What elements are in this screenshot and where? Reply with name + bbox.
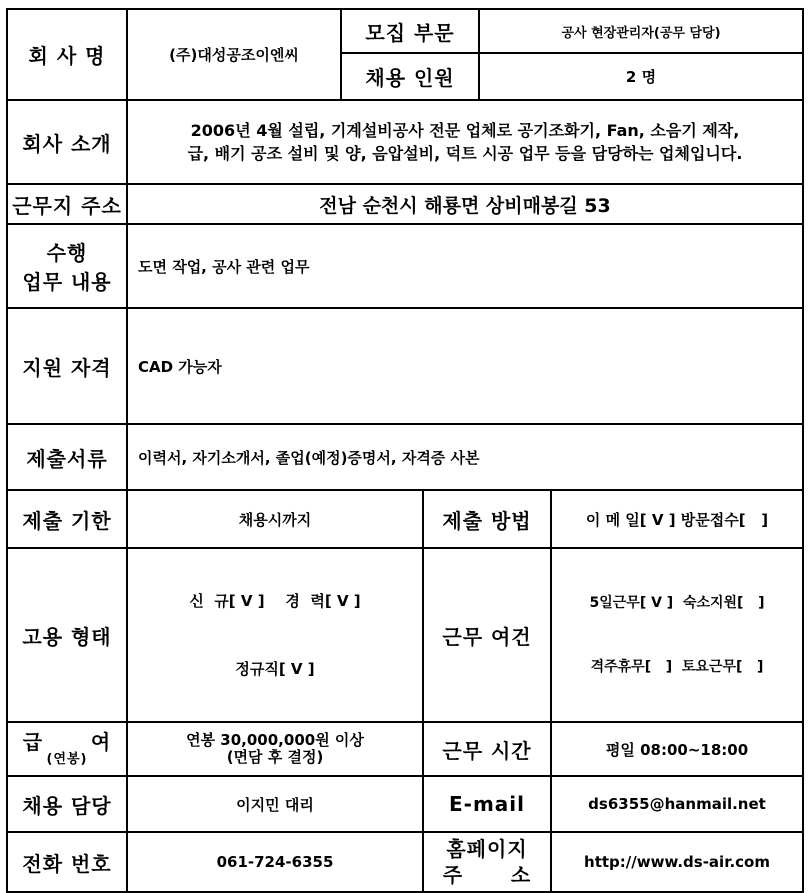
- duty-label-line-1: 수행: [46, 241, 88, 265]
- deadline-value: 채용시까지: [127, 490, 423, 548]
- employment-label: 고용 형태: [7, 548, 127, 722]
- employment-line-2: 정규직[ V ]: [235, 660, 315, 678]
- phone-value: 061-724-6355: [127, 832, 423, 892]
- conditions-label: 근무 여건: [423, 548, 551, 722]
- salary-label-main: 급 여: [22, 730, 112, 754]
- qualification-label: 지원 자격: [7, 308, 127, 424]
- job-posting-table: [6, 8, 804, 893]
- method-value: 이 메 일[ V ] 방문접수[ ]: [551, 490, 803, 548]
- intro-line-1: 2006년 4월 설립, 기계설비공사 전문 업체로 공기조화기, Fan, 소음기 제작,: [190, 121, 740, 140]
- recruit-count-label: 채용 인원: [341, 53, 479, 100]
- homepage-label: [423, 832, 551, 892]
- duty-label: [7, 224, 127, 308]
- address-label: 근무지 주소: [7, 184, 127, 224]
- recruit-dept-value: 공사 현장관리자(공무 담당): [479, 9, 803, 53]
- salary-line-1: 연봉 30,000,000원 이상: [186, 731, 364, 749]
- contact-value: 이지민 대리: [127, 776, 423, 832]
- email-value: ds6355@hanmail.net: [551, 776, 803, 832]
- company-label: 회 사 명: [7, 9, 127, 100]
- documents-label: 제출서류: [7, 424, 127, 490]
- salary-line-2: (면담 후 결정): [226, 748, 324, 766]
- address-value: 전남 순천시 해룡면 상비매봉길 53: [127, 184, 803, 224]
- salary-label: [7, 722, 127, 776]
- intro-line-2: 급, 배기 공조 설비 및 양, 음압설비, 덕트 시공 업무 등을 담당하는 업체입니다.: [187, 144, 743, 163]
- homepage-label-line-1: 홈페이지: [446, 837, 528, 861]
- deadline-label: 제출 기한: [7, 490, 127, 548]
- conditions-line-2: 격주휴무[ ] 토요근무[ ]: [590, 659, 764, 675]
- method-label: 제출 방법: [423, 490, 551, 548]
- qualification-value: CAD 가능자: [127, 308, 803, 424]
- employment-line-1: 신 규[ V ] 경 력[ V ]: [189, 592, 361, 610]
- intro-value: [127, 100, 803, 184]
- employment-value: [127, 548, 423, 722]
- homepage-value: http://www.ds-air.com: [551, 832, 803, 892]
- duty-label-line-2: 업무 내용: [22, 270, 112, 294]
- conditions-value: [551, 548, 803, 722]
- salary-label-sub: (연봉): [46, 752, 88, 767]
- duty-value: 도면 작업, 공사 관련 업무: [127, 224, 803, 308]
- hours-label: 근무 시간: [423, 722, 551, 776]
- intro-label: 회사 소개: [7, 100, 127, 184]
- recruit-count-value: 2 명: [479, 53, 803, 100]
- documents-value: 이력서, 자기소개서, 졸업(예정)증명서, 자격증 사본: [127, 424, 803, 490]
- contact-label: 채용 담당: [7, 776, 127, 832]
- hours-value: 평일 08:00~18:00: [551, 722, 803, 776]
- job-posting-form: [6, 8, 804, 893]
- phone-label: 전화 번호: [7, 832, 127, 892]
- salary-value: [127, 722, 423, 776]
- company-value: (주)대성공조이엔씨: [127, 9, 341, 100]
- recruit-dept-label: 모집 부문: [341, 9, 479, 53]
- email-label: E-mail: [423, 776, 551, 832]
- conditions-line-1: 5일근무[ V ] 숙소지원[ ]: [589, 595, 765, 611]
- homepage-label-line-2: 주 소: [442, 863, 532, 887]
